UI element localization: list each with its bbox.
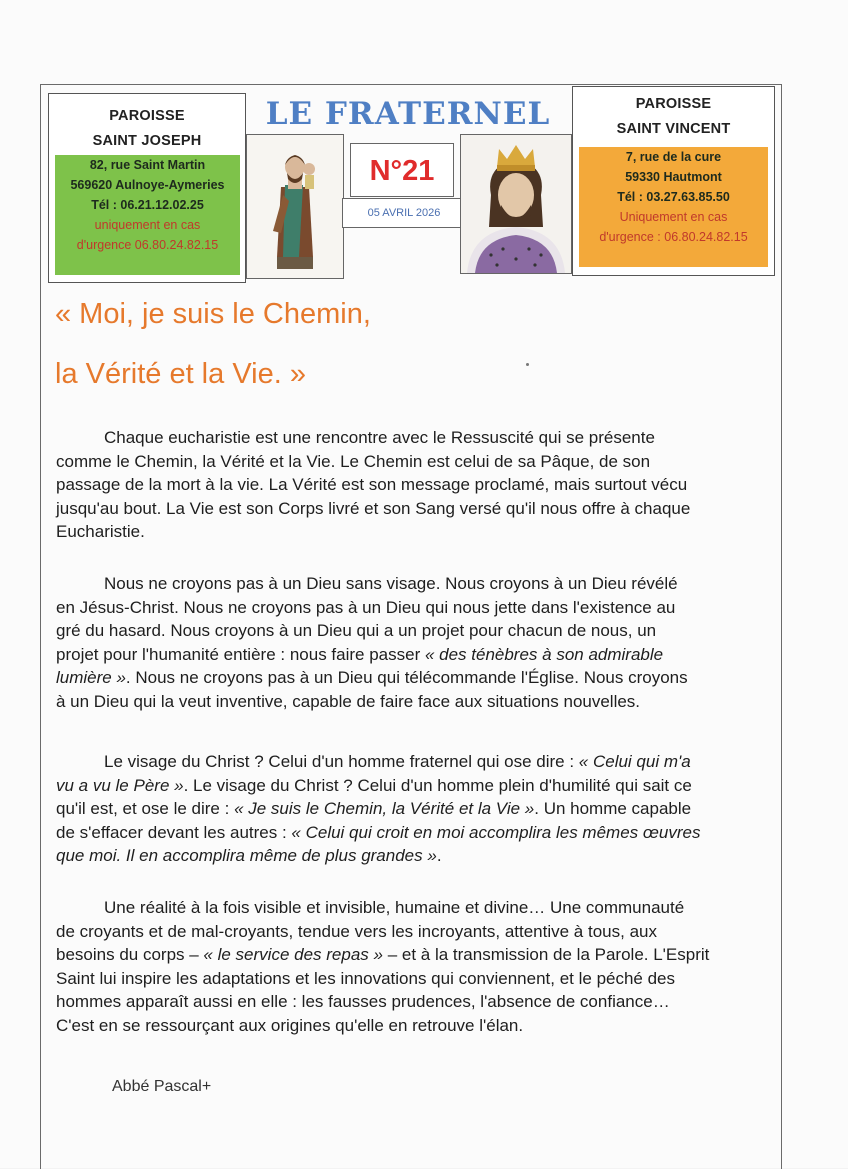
saint-vincent-crowned-icon: [461, 135, 571, 273]
parish-right-urgent-2: d'urgence : 06.80.24.82.15: [599, 230, 748, 244]
headline-line-1: « Moi, je suis le Chemin,: [55, 298, 371, 330]
paragraph-1: [56, 426, 776, 544]
parish-left-urgent-2: d'urgence 06.80.24.82.15: [76, 238, 219, 252]
paragraph-line: que moi. Il en accomplira même de plus grandes ».: [56, 846, 442, 865]
parish-saint-joseph-box: [48, 93, 246, 283]
parish-left-contact-panel: [55, 155, 240, 275]
paragraph-line: Nous ne croyons pas à un Dieu sans visage. Nous croyons à un Dieu révélé: [104, 574, 678, 593]
newsletter-title: LE FRATERNEL: [265, 96, 551, 132]
paragraph-line: besoins du corps – « le service des repas » – et à la transmission de la Parole. L'Esprit: [56, 945, 710, 964]
parish-left-address-1: 82, rue Saint Martin: [89, 158, 206, 172]
paragraph-line: jusqu'au bout. La Vie est son Corps livré et son Sang versé qu'il nous offre à chaque: [56, 498, 691, 518]
paragraph-line: lumière ». Nous ne croyons pas à un Dieu qui télécommande l'Église. Nous croyons: [56, 668, 688, 687]
paragraph-3: [56, 750, 776, 868]
parish-right-address-1: 7, rue de la cure: [625, 150, 722, 164]
paragraph-line: passage de la mort à la vie. La Vérité est son message proclamé, mais surtout vécu: [56, 475, 688, 494]
paragraph-line: Eucharistie.: [56, 522, 145, 541]
paragraph-4: [56, 896, 776, 1037]
signature: Abbé Pascal+: [112, 1078, 212, 1095]
issue-number: N°21: [350, 143, 454, 197]
saint-joseph-statue-icon: [247, 135, 343, 278]
parish-left-urgent-1: uniquement en cas: [94, 218, 201, 232]
paragraph-line: comme le Chemin, la Vérité et la Vie. Le Chemin est celui de sa Pâque, de son: [56, 451, 651, 471]
parish-left-phone: Tél : 06.21.12.02.25: [91, 198, 204, 212]
paragraph-line: C'est en se ressourçant aux origines qu'elle en retrouve l'élan.: [56, 1015, 524, 1035]
parish-left-title-2: SAINT JOSEPH: [92, 133, 202, 149]
headline-line-2: la Vérité et la Vie. »: [55, 358, 306, 390]
paragraph-line: projet pour l'humanité entière : nous faire passer « des ténèbres à son admirable: [56, 644, 664, 664]
saint-vincent-image: [460, 134, 572, 274]
paper-speck: [526, 363, 529, 366]
paragraph-line: hommes apparaît aussi en elle : les fausses prudences, l'absence de confiance…: [56, 992, 670, 1011]
paragraph-line: Chaque eucharistie est une rencontre avec le Ressuscité qui se présente: [104, 428, 655, 447]
paragraph-line: gré du hasard. Nous croyons à un Dieu qui a un projet pour chacun de nous, un: [56, 621, 657, 640]
parish-right-title-1: PAROISSE: [635, 96, 712, 112]
paragraph-line: vu a vu le Père ». Le visage du Christ ? Celui d'un homme plein d'humilité qui sait ce: [56, 775, 692, 795]
paragraph-line: de croyants et de mal-croyants, tendue vers les incroyants, attentive à tous, aux: [56, 921, 657, 941]
paragraph-2: [56, 572, 776, 713]
parish-left-address-2: 569620 Aulnoye-Aymeries: [70, 178, 225, 192]
parish-right-urgent-1: Uniquement en cas: [619, 210, 728, 224]
paragraph-line: en Jésus-Christ. Nous ne croyons pas à un Dieu qui nous jette dans l'existence au: [56, 597, 676, 617]
saint-joseph-image: [246, 134, 344, 279]
parish-right-phone: Tél : 03.27.63.85.50: [617, 190, 730, 204]
paragraph-line: Saint lui inspire les adaptations et les innovations qui conviennent, et le péché des: [56, 968, 676, 988]
parish-right-contact-panel: [579, 147, 768, 267]
paragraph-line: qu'il est, et ose le dire : « Je suis le Chemin, la Vérité et la Vie ». Un homme capable: [56, 799, 692, 818]
paragraph-line: Le visage du Christ ? Celui d'un homme fraternel qui ose dire : « Celui qui m'a: [104, 752, 691, 771]
paragraph-line: de s'effacer devant les autres : « Celui qui croit en moi accomplira les mêmes œuvres: [56, 822, 701, 842]
paragraph-line: à un Dieu qui la veut inventive, capable de faire face aux situations nouvelles.: [56, 691, 641, 711]
parish-right-address-2: 59330 Hautmont: [625, 170, 722, 184]
parish-left-title-1: PAROISSE: [109, 108, 185, 124]
issue-date: 05 AVRIL 2026: [342, 198, 466, 228]
parish-saint-vincent-box: [572, 86, 775, 276]
parish-right-title-2: SAINT VINCENT: [616, 121, 731, 137]
paragraph-line: Une réalité à la fois visible et invisible, humaine et divine… Une communauté: [104, 898, 685, 917]
